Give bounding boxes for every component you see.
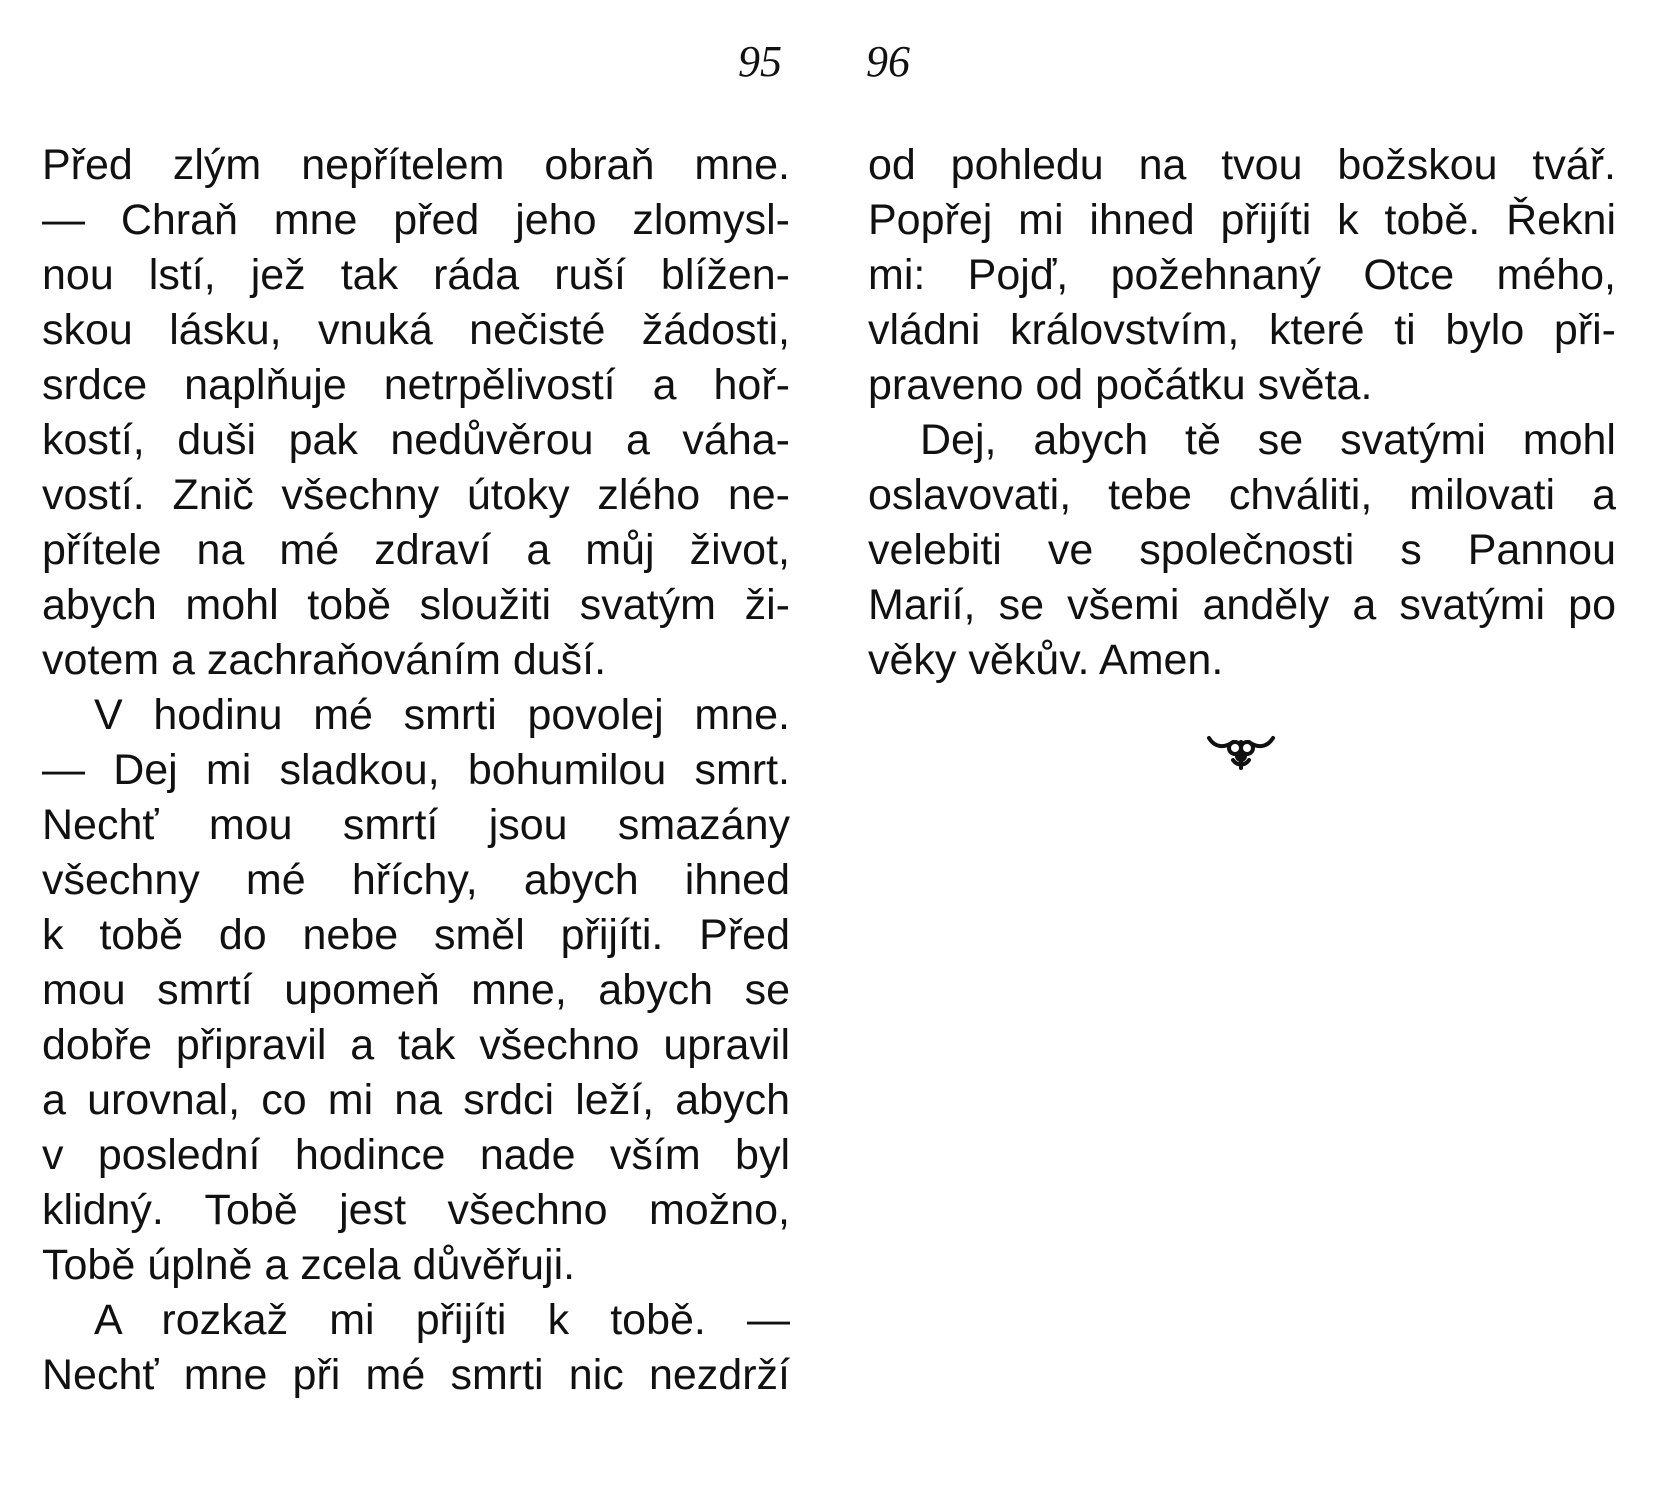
text-line: vostí. Znič všechny útoky zlého ne- xyxy=(42,471,790,519)
text-line: Marií, se všemi anděly a svatými po xyxy=(868,581,1616,629)
text-line: Před zlým nepřítelem obraň mne. xyxy=(42,141,790,189)
text-line: skou lásku, vnuká nečisté žádosti, xyxy=(42,306,790,354)
page-number-left: 95 xyxy=(738,37,782,86)
left-column-text xyxy=(42,138,790,1403)
page-number-right: 96 xyxy=(866,37,910,86)
text-line: Nechť mou smrtí jsou smazány xyxy=(42,801,790,849)
floral-ornament-icon xyxy=(1205,728,1277,779)
text-line: — Chraň mne před jeho zlomysl- xyxy=(42,196,790,244)
text-line: V hodinu mé smrti povolej mne. xyxy=(94,691,790,739)
text-line: v poslední hodince nade vším byl xyxy=(42,1131,790,1179)
text-line: mou smrtí upomeň mne, abych se xyxy=(42,966,790,1014)
text-line: — Dej mi sladkou, bohumilou smrt. xyxy=(42,746,790,794)
text-line: Tobě úplně a zcela důvěřuji. xyxy=(42,1241,576,1289)
text-line: a urovnal, co mi na srdci leží, abych xyxy=(42,1076,790,1124)
text-line: praveno od počátku světa. xyxy=(868,361,1373,409)
text-line: oslavovati, tebe chváliti, milovati a xyxy=(868,471,1616,519)
text-line: A rozkaž mi přijíti k tobě. — xyxy=(94,1296,790,1344)
text-line: věky věkův. Amen. xyxy=(868,636,1224,684)
text-line: Nechť mne při mé smrti nic nezdrží xyxy=(42,1351,790,1399)
text-line: vládni královstvím, které ti bylo při- xyxy=(868,306,1616,354)
text-line: všechny mé hříchy, abych ihned xyxy=(42,856,790,904)
text-line: votem a zachraňováním duší. xyxy=(42,636,607,684)
text-line: velebiti ve společnosti s Pannou xyxy=(868,526,1616,574)
text-line: nou lstí, jež tak ráda ruší blížen- xyxy=(42,251,790,299)
text-line: k tobě do nebe směl přijíti. Před xyxy=(42,911,790,959)
right-column-text xyxy=(868,138,1616,688)
text-line: dobře připravil a tak všechno upravil xyxy=(42,1021,790,1069)
text-line: srdce naplňuje netrpělivostí a hoř- xyxy=(42,361,790,409)
text-line: Popřej mi ihned přijíti k tobě. Řekni xyxy=(868,196,1616,244)
text-line: přítele na mé zdraví a můj život, xyxy=(42,526,790,574)
text-line: klidný. Tobě jest všechno možno, xyxy=(42,1186,790,1234)
text-line: od pohledu na tvou božskou tvář. xyxy=(868,141,1616,189)
text-line: abych mohl tobě sloužiti svatým ži- xyxy=(42,581,790,629)
text-line: mi: Pojď, požehnaný Otce mého, xyxy=(868,251,1616,299)
text-line: Dej, abych tě se svatými mohl xyxy=(920,416,1616,464)
text-line: kostí, duši pak nedůvěrou a váha- xyxy=(42,416,790,464)
